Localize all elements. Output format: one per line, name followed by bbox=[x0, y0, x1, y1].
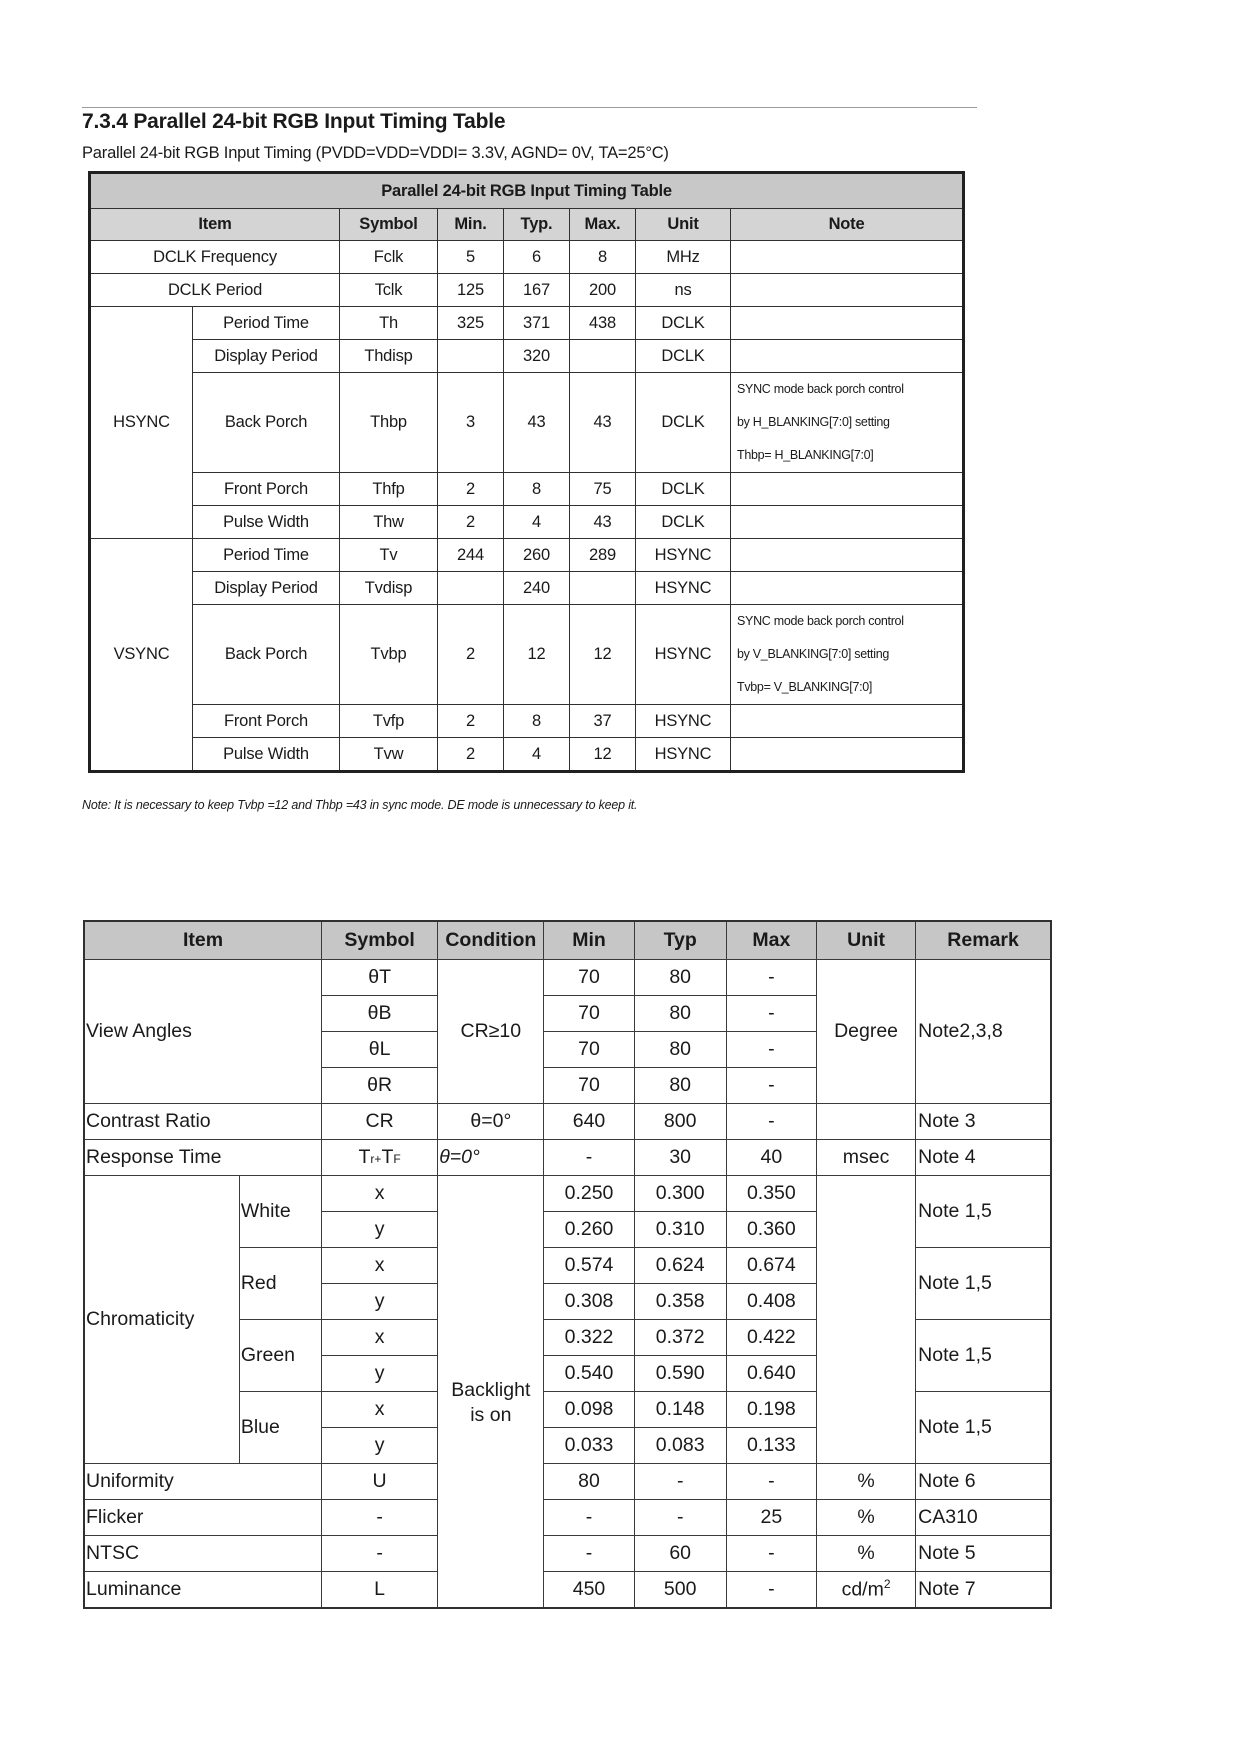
typ-cell: 43 bbox=[504, 373, 570, 473]
remark-cell: Note 7 bbox=[916, 1572, 1051, 1609]
item-cell: Display Period bbox=[193, 572, 340, 605]
typ-cell: 4 bbox=[504, 506, 570, 539]
item-cell: Back Porch bbox=[193, 373, 340, 473]
item-cell: Front Porch bbox=[193, 705, 340, 738]
typ-cell: 80 bbox=[634, 1068, 726, 1104]
table-row bbox=[90, 307, 964, 340]
min-cell: 0.250 bbox=[544, 1176, 634, 1212]
unit-cell: Degree bbox=[816, 960, 915, 1104]
min-cell: 244 bbox=[438, 539, 504, 572]
note-line: Thbp= H_BLANKING[7:0] bbox=[737, 448, 874, 462]
typ-cell: 8 bbox=[504, 473, 570, 506]
unit-cell: HSYNC bbox=[636, 738, 731, 772]
min-cell: 0.574 bbox=[544, 1248, 634, 1284]
col-header-note: Note bbox=[731, 209, 964, 241]
max-cell: 43 bbox=[570, 506, 636, 539]
item-cell: Back Porch bbox=[193, 605, 340, 705]
item-cell: DCLK Period bbox=[90, 274, 340, 307]
group-label-vsync: VSYNC bbox=[90, 539, 193, 772]
symbol-cell: L bbox=[321, 1572, 437, 1609]
optical-table bbox=[83, 920, 1052, 1609]
note-cell bbox=[731, 605, 964, 705]
symbol-cell: θR bbox=[321, 1068, 437, 1104]
min-cell bbox=[438, 340, 504, 373]
symbol-cell: y bbox=[321, 1284, 437, 1320]
typ-cell: - bbox=[634, 1500, 726, 1536]
max-cell: 43 bbox=[570, 373, 636, 473]
symbol-cell: - bbox=[321, 1500, 437, 1536]
remark-cell: Note 6 bbox=[916, 1464, 1051, 1500]
typ-cell: 80 bbox=[634, 1032, 726, 1068]
min-cell: 5 bbox=[438, 241, 504, 274]
remark-cell: Note 4 bbox=[916, 1140, 1051, 1176]
timing-caption-row bbox=[90, 173, 964, 209]
min-cell: 0.540 bbox=[544, 1356, 634, 1392]
remark-cell: Note 1,5 bbox=[916, 1248, 1051, 1320]
condition-line: is on bbox=[470, 1403, 512, 1426]
remark-cell: Note 1,5 bbox=[916, 1176, 1051, 1248]
note-line: SYNC mode back porch control bbox=[737, 614, 904, 628]
typ-cell: 60 bbox=[634, 1536, 726, 1572]
symbol-cell: Tvdisp bbox=[340, 572, 438, 605]
symbol-cell: x bbox=[321, 1248, 437, 1284]
note-cell bbox=[731, 241, 964, 274]
note-cell bbox=[731, 572, 964, 605]
unit-cell: DCLK bbox=[636, 373, 731, 473]
min-cell: 2 bbox=[438, 705, 504, 738]
symbol-cell: Fclk bbox=[340, 241, 438, 274]
typ-cell: 80 bbox=[634, 960, 726, 996]
max-cell: 200 bbox=[570, 274, 636, 307]
color-cell: White bbox=[239, 1176, 321, 1248]
max-cell: 12 bbox=[570, 605, 636, 705]
min-cell: - bbox=[544, 1140, 634, 1176]
symbol-cell: CR bbox=[321, 1104, 437, 1140]
typ-cell: 0.624 bbox=[634, 1248, 726, 1284]
condition-cell: θ=0° bbox=[438, 1140, 544, 1176]
unit-cell: % bbox=[816, 1500, 915, 1536]
typ-cell: 0.372 bbox=[634, 1320, 726, 1356]
unit-cell: % bbox=[816, 1536, 915, 1572]
table-row bbox=[90, 274, 964, 307]
remark-cell: Note2,3,8 bbox=[916, 960, 1051, 1104]
unit-cell: DCLK bbox=[636, 307, 731, 340]
item-cell: Response Time bbox=[84, 1140, 321, 1176]
item-cell: Pulse Width bbox=[193, 738, 340, 772]
typ-cell: 12 bbox=[504, 605, 570, 705]
symbol-cell: x bbox=[321, 1176, 437, 1212]
note-cell bbox=[731, 373, 964, 473]
symbol-cell: y bbox=[321, 1356, 437, 1392]
symbol-cell: x bbox=[321, 1320, 437, 1356]
max-cell: 0.422 bbox=[726, 1320, 816, 1356]
max-cell: - bbox=[726, 996, 816, 1032]
symbol-cell: Tv bbox=[340, 539, 438, 572]
min-cell: 325 bbox=[438, 307, 504, 340]
symbol-cell bbox=[321, 1140, 437, 1176]
timing-table bbox=[88, 171, 965, 773]
note-cell bbox=[731, 340, 964, 373]
symbol-plus: + bbox=[374, 1152, 382, 1166]
typ-cell: 0.358 bbox=[634, 1284, 726, 1320]
table-row bbox=[84, 1572, 1051, 1609]
condition-cell bbox=[438, 1176, 544, 1609]
max-cell: - bbox=[726, 1536, 816, 1572]
min-cell bbox=[438, 572, 504, 605]
unit-cell bbox=[816, 1176, 915, 1464]
max-cell: 0.640 bbox=[726, 1356, 816, 1392]
symbol-cell: Thdisp bbox=[340, 340, 438, 373]
item-cell: Chromaticity bbox=[84, 1176, 239, 1464]
unit-cell bbox=[816, 1572, 915, 1609]
color-cell: Green bbox=[239, 1320, 321, 1392]
table-row bbox=[90, 738, 964, 772]
max-cell: 0.674 bbox=[726, 1248, 816, 1284]
col-header-max: Max. bbox=[570, 209, 636, 241]
note-cell bbox=[731, 274, 964, 307]
color-cell: Red bbox=[239, 1248, 321, 1320]
col-header-remark: Remark bbox=[916, 921, 1051, 960]
condition-cell: θ=0° bbox=[438, 1104, 544, 1140]
table-row bbox=[90, 572, 964, 605]
max-cell: 37 bbox=[570, 705, 636, 738]
col-header-min: Min. bbox=[438, 209, 504, 241]
symbol-cell: Tclk bbox=[340, 274, 438, 307]
typ-cell: 260 bbox=[504, 539, 570, 572]
note-cell bbox=[731, 738, 964, 772]
max-cell: 0.350 bbox=[726, 1176, 816, 1212]
symbol-part: T bbox=[381, 1146, 394, 1168]
typ-cell: 0.590 bbox=[634, 1356, 726, 1392]
remark-cell: Note 3 bbox=[916, 1104, 1051, 1140]
symbol-subscript: r bbox=[370, 1152, 375, 1166]
item-cell: Display Period bbox=[193, 340, 340, 373]
min-cell: 450 bbox=[544, 1572, 634, 1609]
min-cell: 640 bbox=[544, 1104, 634, 1140]
col-header-typ: Typ bbox=[634, 921, 726, 960]
section-title: 7.3.4 Parallel 24-bit RGB Input Timing Table bbox=[82, 110, 506, 133]
min-cell: 2 bbox=[438, 605, 504, 705]
col-header-unit: Unit bbox=[816, 921, 915, 960]
condition-cell: CR≥10 bbox=[438, 960, 544, 1104]
table-row bbox=[84, 1104, 1051, 1140]
unit-cell: HSYNC bbox=[636, 705, 731, 738]
unit-superscript: 2 bbox=[883, 1577, 891, 1592]
min-cell: 0.308 bbox=[544, 1284, 634, 1320]
symbol-cell: y bbox=[321, 1428, 437, 1464]
unit-cell: DCLK bbox=[636, 473, 731, 506]
max-cell: 289 bbox=[570, 539, 636, 572]
max-cell: 8 bbox=[570, 241, 636, 274]
min-cell: 125 bbox=[438, 274, 504, 307]
color-cell: Blue bbox=[239, 1392, 321, 1464]
unit-base: cd/m bbox=[841, 1578, 884, 1601]
symbol-cell: Tvfp bbox=[340, 705, 438, 738]
symbol-cell: Thfp bbox=[340, 473, 438, 506]
item-cell: NTSC bbox=[84, 1536, 321, 1572]
table-row bbox=[84, 1500, 1051, 1536]
note-line: by H_BLANKING[7:0] setting bbox=[737, 415, 890, 429]
table-row bbox=[90, 705, 964, 738]
col-header-typ: Typ. bbox=[504, 209, 570, 241]
col-header-item: Item bbox=[90, 209, 340, 241]
note-line: by V_BLANKING[7:0] setting bbox=[737, 647, 890, 661]
max-cell: 438 bbox=[570, 307, 636, 340]
symbol-cell: x bbox=[321, 1392, 437, 1428]
table-row bbox=[84, 1536, 1051, 1572]
max-cell: - bbox=[726, 960, 816, 996]
min-cell: 2 bbox=[438, 506, 504, 539]
group-label-hsync: HSYNC bbox=[90, 307, 193, 539]
table-row bbox=[90, 340, 964, 373]
section-divider bbox=[82, 107, 977, 108]
min-cell: 70 bbox=[544, 960, 634, 996]
min-cell: 70 bbox=[544, 1068, 634, 1104]
min-cell: 2 bbox=[438, 473, 504, 506]
max-cell: 0.198 bbox=[726, 1392, 816, 1428]
symbol-cell: U bbox=[321, 1464, 437, 1500]
timing-header-row bbox=[90, 209, 964, 241]
note-cell bbox=[731, 539, 964, 572]
min-cell: - bbox=[544, 1500, 634, 1536]
symbol-cell: - bbox=[321, 1536, 437, 1572]
symbol-cell: y bbox=[321, 1212, 437, 1248]
note-line: SYNC mode back porch control bbox=[737, 382, 904, 396]
symbol-cell: Tvw bbox=[340, 738, 438, 772]
note-cell bbox=[731, 506, 964, 539]
typ-cell: 6 bbox=[504, 241, 570, 274]
min-cell: 70 bbox=[544, 996, 634, 1032]
symbol-cell: θL bbox=[321, 1032, 437, 1068]
max-cell: 75 bbox=[570, 473, 636, 506]
table-row bbox=[84, 960, 1051, 996]
timing-caption: Parallel 24-bit RGB Input Timing Table bbox=[90, 173, 964, 209]
note-line: Tvbp= V_BLANKING[7:0] bbox=[737, 680, 873, 694]
item-cell: Flicker bbox=[84, 1500, 321, 1536]
min-cell: 70 bbox=[544, 1032, 634, 1068]
typ-cell: 167 bbox=[504, 274, 570, 307]
symbol-cell: θB bbox=[321, 996, 437, 1032]
col-header-item: Item bbox=[84, 921, 321, 960]
typ-cell: 0.310 bbox=[634, 1212, 726, 1248]
typ-cell: 800 bbox=[634, 1104, 726, 1140]
table-row bbox=[90, 506, 964, 539]
col-header-condition: Condition bbox=[438, 921, 544, 960]
unit-cell: % bbox=[816, 1464, 915, 1500]
item-cell: Period Time bbox=[193, 539, 340, 572]
symbol-subscript: F bbox=[393, 1152, 401, 1166]
item-cell: Contrast Ratio bbox=[84, 1104, 321, 1140]
note-cell bbox=[731, 473, 964, 506]
max-cell: 0.133 bbox=[726, 1428, 816, 1464]
table-row bbox=[84, 1140, 1051, 1176]
note-cell bbox=[731, 705, 964, 738]
max-cell: - bbox=[726, 1032, 816, 1068]
typ-cell: 80 bbox=[634, 996, 726, 1032]
remark-cell: Note 5 bbox=[916, 1536, 1051, 1572]
optical-header-row bbox=[84, 921, 1051, 960]
condition-line: Backlight bbox=[451, 1378, 531, 1401]
item-cell: Uniformity bbox=[84, 1464, 321, 1500]
min-cell: 0.322 bbox=[544, 1320, 634, 1356]
unit-cell: HSYNC bbox=[636, 539, 731, 572]
max-cell: 12 bbox=[570, 738, 636, 772]
min-cell: 2 bbox=[438, 738, 504, 772]
typ-cell: 320 bbox=[504, 340, 570, 373]
remark-cell: Note 1,5 bbox=[916, 1320, 1051, 1392]
symbol-cell: Th bbox=[340, 307, 438, 340]
remark-cell: CA310 bbox=[916, 1500, 1051, 1536]
table-row bbox=[90, 539, 964, 572]
note-cell bbox=[731, 307, 964, 340]
typ-cell: 30 bbox=[634, 1140, 726, 1176]
item-cell: Front Porch bbox=[193, 473, 340, 506]
typ-cell: 0.300 bbox=[634, 1176, 726, 1212]
section-subtitle: Parallel 24-bit RGB Input Timing (PVDD=VDD=VDDI= 3.3V, AGND= 0V, TA=25°C) bbox=[82, 144, 669, 162]
unit-cell: DCLK bbox=[636, 506, 731, 539]
remark-cell: Note 1,5 bbox=[916, 1392, 1051, 1464]
min-cell: 0.260 bbox=[544, 1212, 634, 1248]
unit-cell: ns bbox=[636, 274, 731, 307]
col-header-min: Min bbox=[544, 921, 634, 960]
table-row bbox=[90, 605, 964, 705]
typ-cell: 240 bbox=[504, 572, 570, 605]
table-row bbox=[84, 1464, 1051, 1500]
unit-cell: HSYNC bbox=[636, 605, 731, 705]
typ-cell: 500 bbox=[634, 1572, 726, 1609]
max-cell: - bbox=[726, 1104, 816, 1140]
col-header-symbol: Symbol bbox=[340, 209, 438, 241]
max-cell: 25 bbox=[726, 1500, 816, 1536]
col-header-unit: Unit bbox=[636, 209, 731, 241]
item-cell: View Angles bbox=[84, 960, 321, 1104]
table-row bbox=[90, 373, 964, 473]
max-cell: - bbox=[726, 1464, 816, 1500]
col-header-max: Max bbox=[726, 921, 816, 960]
timing-footnote: Note: It is necessary to keep Tvbp =12 and Thbp =43 in sync mode. DE mode is unnecessary to keep it. bbox=[82, 798, 638, 812]
max-cell: - bbox=[726, 1068, 816, 1104]
max-cell: 0.408 bbox=[726, 1284, 816, 1320]
min-cell: 80 bbox=[544, 1464, 634, 1500]
item-cell: Pulse Width bbox=[193, 506, 340, 539]
unit-cell: MHz bbox=[636, 241, 731, 274]
table-row bbox=[84, 1176, 1051, 1212]
table-row bbox=[90, 241, 964, 274]
unit-cell: DCLK bbox=[636, 340, 731, 373]
unit-cell: msec bbox=[816, 1140, 915, 1176]
symbol-part: T bbox=[358, 1146, 371, 1168]
col-header-symbol: Symbol bbox=[321, 921, 437, 960]
min-cell: 0.098 bbox=[544, 1392, 634, 1428]
max-cell: 0.360 bbox=[726, 1212, 816, 1248]
typ-cell: 8 bbox=[504, 705, 570, 738]
max-cell bbox=[570, 572, 636, 605]
min-cell: 3 bbox=[438, 373, 504, 473]
unit-cell: HSYNC bbox=[636, 572, 731, 605]
max-cell: - bbox=[726, 1572, 816, 1609]
item-cell: Period Time bbox=[193, 307, 340, 340]
min-cell: - bbox=[544, 1536, 634, 1572]
unit-cell bbox=[816, 1104, 915, 1140]
typ-cell: 371 bbox=[504, 307, 570, 340]
typ-cell: - bbox=[634, 1464, 726, 1500]
typ-cell: 4 bbox=[504, 738, 570, 772]
symbol-cell: Tvbp bbox=[340, 605, 438, 705]
typ-cell: 0.083 bbox=[634, 1428, 726, 1464]
max-cell: 40 bbox=[726, 1140, 816, 1176]
symbol-cell: θT bbox=[321, 960, 437, 996]
symbol-cell: Thbp bbox=[340, 373, 438, 473]
max-cell bbox=[570, 340, 636, 373]
item-cell: DCLK Frequency bbox=[90, 241, 340, 274]
symbol-cell: Thw bbox=[340, 506, 438, 539]
item-cell: Luminance bbox=[84, 1572, 321, 1609]
table-row bbox=[90, 473, 964, 506]
typ-cell: 0.148 bbox=[634, 1392, 726, 1428]
min-cell: 0.033 bbox=[544, 1428, 634, 1464]
